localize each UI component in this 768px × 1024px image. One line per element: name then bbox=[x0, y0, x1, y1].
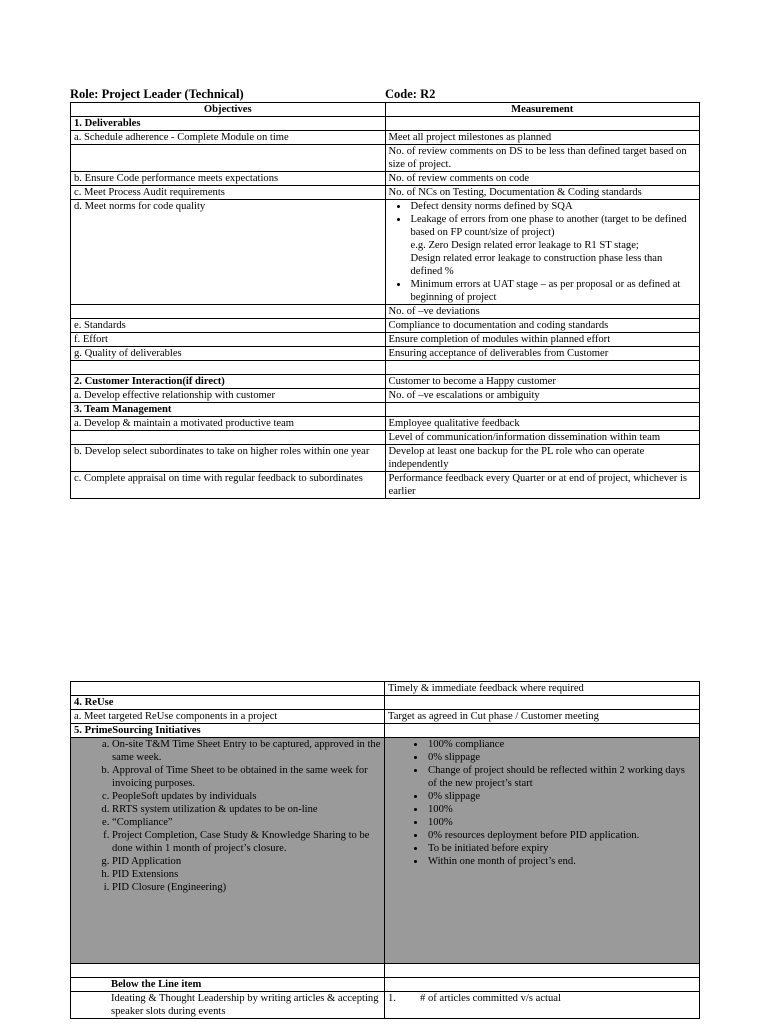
measurement-cell: Compliance to documentation and coding standards bbox=[385, 319, 700, 333]
empty-cell bbox=[71, 964, 385, 978]
empty-cell bbox=[385, 117, 700, 131]
list-item: c. PeopleSoft updates by individuals bbox=[112, 790, 381, 803]
list-item: f. Project Completion, Case Study & Knowledge Sharing to be done within 1 month of project’s closure. bbox=[112, 829, 381, 855]
list-item: • 0% slippage bbox=[426, 751, 696, 764]
empty-cell bbox=[71, 361, 386, 375]
objective-cell: c. Meet Process Audit requirements bbox=[71, 186, 386, 200]
list-item: • 100% compliance bbox=[426, 738, 696, 751]
objective-cell: a. Meet targeted ReUse components in a project bbox=[71, 710, 385, 724]
role-heading: Role: Project Leader (Technical) bbox=[70, 87, 244, 101]
measurement-cell: No. of –ve deviations bbox=[385, 305, 700, 319]
list-item: • 100% bbox=[426, 816, 696, 829]
list-item: e. “Compliance” bbox=[112, 816, 381, 829]
list-item-subtext: Design related error leakage to construction phase less than defined % bbox=[410, 253, 663, 277]
measurement-cell: No. of review comments on code bbox=[385, 172, 700, 186]
objective-cell: a. Develop effective relationship with customer bbox=[71, 389, 386, 403]
code-heading: Code: R2 bbox=[385, 87, 436, 101]
section-primesourcing: 5. PrimeSourcing Initiatives bbox=[71, 724, 385, 738]
measurement-cell: No. of –ve escalations or ambiguity bbox=[385, 389, 700, 403]
objectives-table bbox=[70, 102, 700, 499]
list-item: a. On-site T&M Time Sheet Entry to be captured, approved in the same week. bbox=[112, 738, 381, 764]
measurement-cell: Customer to become a Happy customer bbox=[385, 375, 700, 389]
empty-cell bbox=[71, 305, 386, 319]
objective-cell: b. Develop select subordinates to take on higher roles within one year bbox=[71, 445, 386, 472]
initiatives-table bbox=[70, 681, 700, 1019]
section-deliverables: 1. Deliverables bbox=[71, 117, 386, 131]
list-item: h. PID Extensions bbox=[112, 868, 381, 881]
measurement-cell: Target as agreed in Cut phase / Customer meeting bbox=[385, 710, 700, 724]
measurement-text: # of articles committed v/s actual bbox=[420, 993, 561, 1004]
list-item bbox=[409, 213, 697, 278]
list-item: • Defect density norms defined by SQA bbox=[409, 200, 697, 213]
measurement-cell: Ensure completion of modules within planned effort bbox=[385, 333, 700, 347]
list-item: • 100% bbox=[426, 803, 696, 816]
list-item: d. RRTS system utilization & updates to be on-line bbox=[112, 803, 381, 816]
measurement-cell: Meet all project milestones as planned bbox=[385, 131, 700, 145]
empty-cell bbox=[385, 361, 700, 375]
empty-cell bbox=[385, 964, 700, 978]
list-item: • Within one month of project’s end. bbox=[426, 855, 696, 868]
measures-list bbox=[388, 738, 696, 868]
list-item: • 0% resources deployment before PID application. bbox=[426, 829, 696, 842]
list-item: b. Approval of Time Sheet to be obtained in the same week for invoicing purposes. bbox=[112, 764, 381, 790]
list-item-subtext: e.g. Zero Design related error leakage to R1 ST stage; bbox=[410, 240, 639, 251]
empty-cell bbox=[385, 978, 700, 992]
objective-cell: a. Schedule adherence - Complete Module on time bbox=[71, 131, 386, 145]
objective-cell: g. Quality of deliverables bbox=[71, 347, 386, 361]
measurement-cell: No. of NCs on Testing, Documentation & Coding standards bbox=[385, 186, 700, 200]
list-item: • Minimum errors at UAT stage – as per proposal or as defined at beginning of project bbox=[409, 278, 697, 304]
measurement-cell: Level of communication/information dissemination within team bbox=[385, 431, 700, 445]
objective-cell: c. Complete appraisal on time with regular feedback to subordinates bbox=[71, 472, 386, 499]
measurement-cell: Employee qualitative feedback bbox=[385, 417, 700, 431]
objective-cell: a. Develop & maintain a motivated productive team bbox=[71, 417, 386, 431]
section-team-management: 3. Team Management bbox=[71, 403, 386, 417]
list-item: • Change of project should be reflected within 2 working days of the new project’s start bbox=[426, 764, 696, 790]
below-line-heading: Below the Line item bbox=[71, 978, 385, 992]
objectives-header: Objectives bbox=[71, 103, 386, 117]
empty-cell bbox=[71, 682, 385, 696]
empty-cell bbox=[385, 724, 700, 738]
measurement-cell: Performance feedback every Quarter or at end of project, whichever is earlier bbox=[385, 472, 700, 499]
measurement-cell bbox=[385, 992, 700, 1019]
item-number: 1. bbox=[388, 993, 396, 1004]
objective-cell: Ideating & Thought Leadership by writing articles & accepting speaker slots during events bbox=[71, 992, 385, 1019]
empty-cell bbox=[71, 145, 386, 172]
objective-cell: e. Standards bbox=[71, 319, 386, 333]
bullet-list bbox=[389, 200, 697, 304]
initiatives-list-cell bbox=[71, 738, 385, 964]
measurement-cell: No. of review comments on DS to be less than defined target based on size of project. bbox=[385, 145, 700, 172]
empty-cell bbox=[385, 696, 700, 710]
list-item-text: Leakage of errors from one phase to another (target to be defined based on FP count/size of project) bbox=[410, 214, 687, 238]
objective-cell: d. Meet norms for code quality bbox=[71, 200, 386, 305]
measurement-cell: Develop at least one backup for the PL role who can operate independently bbox=[385, 445, 700, 472]
measurement-cell: Ensuring acceptance of deliverables from Customer bbox=[385, 347, 700, 361]
empty-cell bbox=[385, 403, 700, 417]
measurement-header: Measurement bbox=[385, 103, 700, 117]
list-item: • 0% slippage bbox=[426, 790, 696, 803]
list-item: • To be initiated before expiry bbox=[426, 842, 696, 855]
section-reuse: 4. ReUse bbox=[71, 696, 385, 710]
measurement-cell bbox=[385, 200, 700, 305]
empty-cell bbox=[71, 431, 386, 445]
measurement-cell: Timely & immediate feedback where required bbox=[385, 682, 700, 696]
objective-cell: b. Ensure Code performance meets expectations bbox=[71, 172, 386, 186]
section-customer-interaction: 2. Customer Interaction(if direct) bbox=[71, 375, 386, 389]
initiatives-measures-cell bbox=[385, 738, 700, 964]
initiatives-list bbox=[74, 738, 381, 894]
objective-cell: f. Effort bbox=[71, 333, 386, 347]
list-item: i. PID Closure (Engineering) bbox=[112, 881, 381, 894]
list-item: g. PID Application bbox=[112, 855, 381, 868]
